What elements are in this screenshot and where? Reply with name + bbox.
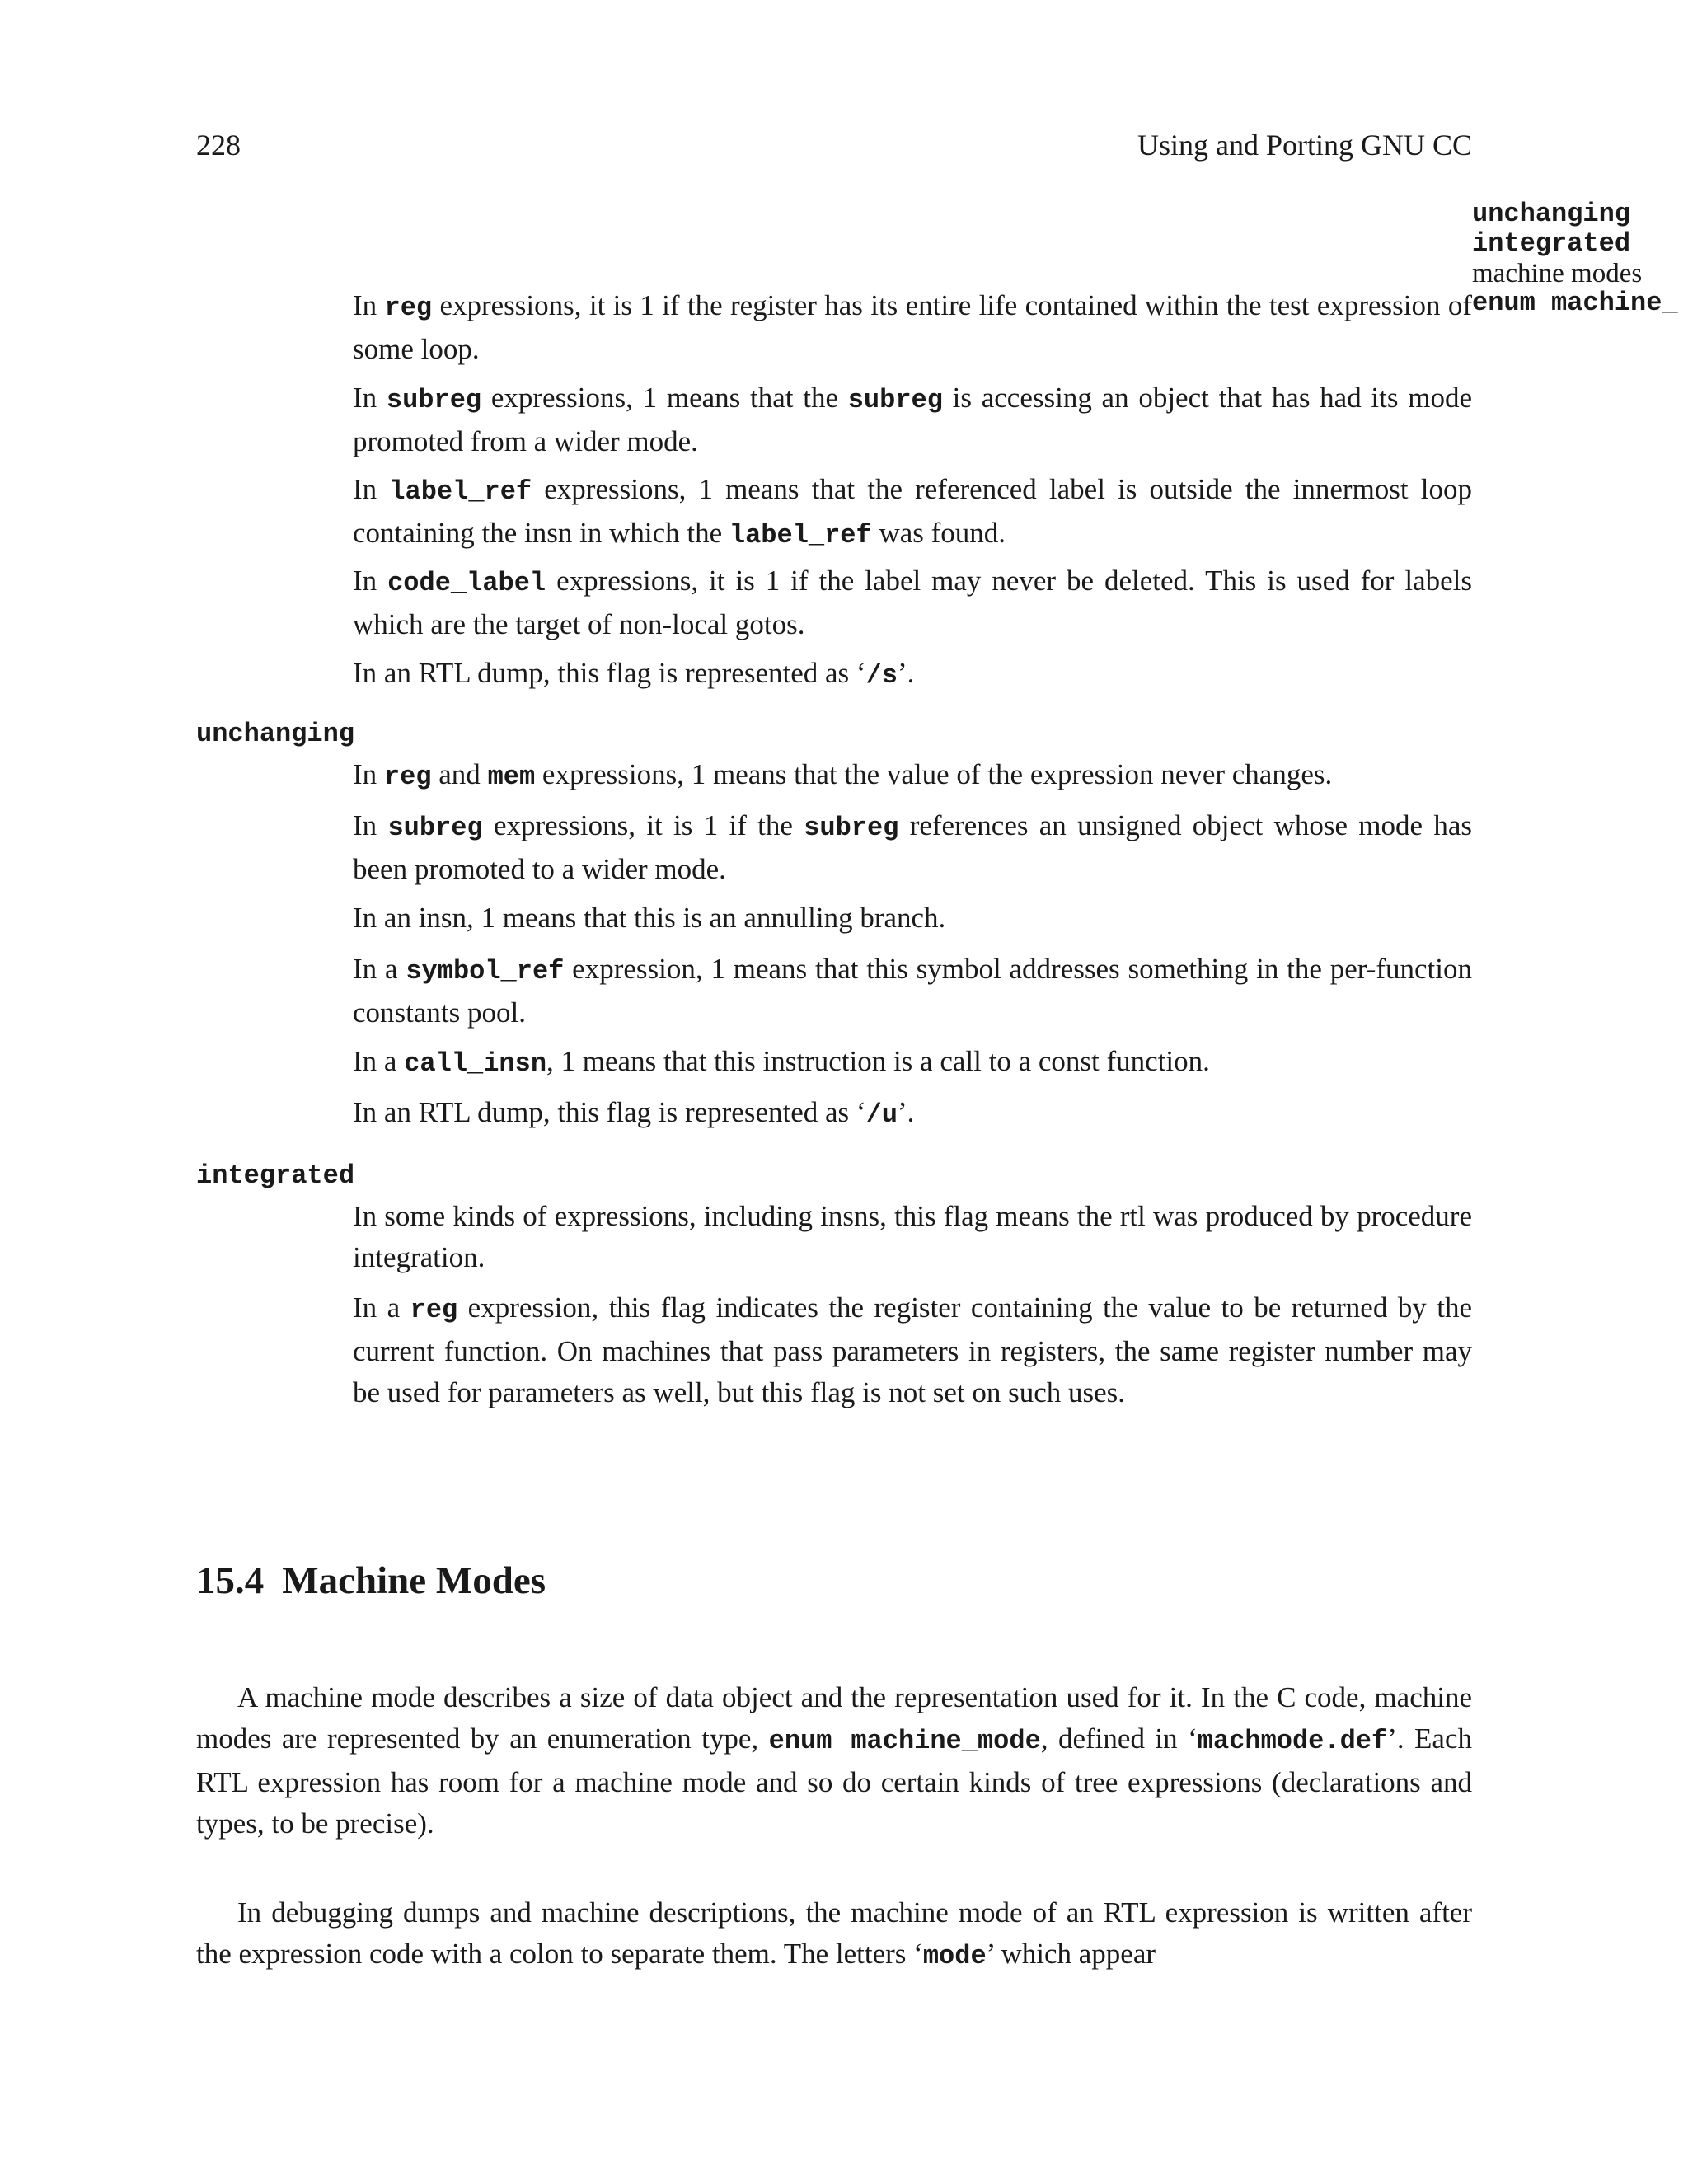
flag-description-paragraph: In a reg expression, this flag indicates the register containing the value to be returned by the current function. On machines that pass parameters in registers, the same register number may be used for parameters as well, but this flag is not set on such uses. bbox=[353, 1291, 1472, 1408]
flag-description-paragraph: In label_ref expressions, 1 means that the referenced label is outside the innermost loop containing the insn in which the label_ref was found. bbox=[353, 473, 1472, 551]
flag-term-unchanging: unchanging bbox=[196, 719, 355, 749]
flag-description-paragraph: In subreg expressions, it is 1 if the subreg references an unsigned object whose mode has been promoted to a wider mode. bbox=[353, 809, 1472, 885]
flag-description-paragraph: In some kinds of expressions, including insns, this flag means the rtl was produced by procedure integration. bbox=[353, 1200, 1472, 1273]
flag-description-paragraph: In a symbol_ref expression, 1 means that this symbol addresses something in the per-function constants pool. bbox=[353, 953, 1472, 1029]
section-number: 15.4 bbox=[196, 1559, 265, 1602]
section-paragraph: In debugging dumps and machine descriptions, the machine mode of an RTL expression is written after the expression code with a colon to separate them. The letters ‘mode’ which appear bbox=[196, 1896, 1472, 1971]
margin-index bbox=[1472, 199, 1678, 318]
section-title: Machine Modes bbox=[282, 1559, 546, 1602]
section-paragraph: A machine mode describes a size of data object and the representation used for it. In the C code, machine modes are represented by an enumeration type, enum machine_mode, defined in ‘machmode.def’. Each RTL expression has room for a machine mode and so do certain kinds of tree expressions (declarations and types, to be precise). bbox=[196, 1681, 1473, 1840]
margin-index-entry: machine modes bbox=[1472, 259, 1643, 288]
flag-description-paragraph: In reg expressions, it is 1 if the register has its entire life contained within the test expression of some loop. bbox=[353, 289, 1473, 365]
running-title: Using and Porting GNU CC bbox=[1137, 129, 1472, 162]
flag-description-paragraph: In an RTL dump, this flag is represented as ‘/s’. bbox=[353, 657, 915, 691]
flag-term-integrated: integrated bbox=[196, 1160, 355, 1191]
flag-description-paragraph: In code_label expressions, it is 1 if the label may never be deleted. This is used for labels which are the target of non-local gotos. bbox=[353, 565, 1472, 640]
margin-index-entry: integrated bbox=[1472, 228, 1631, 259]
flag-description-paragraph: In a call_insn, 1 means that this instruction is a call to a const function. bbox=[353, 1045, 1210, 1079]
margin-index-entry: unchanging bbox=[1472, 199, 1631, 229]
flag-description-paragraph: In subreg expressions, 1 means that the subreg is accessing an object that has had its mode promoted from a wider mode. bbox=[353, 382, 1472, 457]
flag-description-paragraph: In an insn, 1 means that this is an annulling branch. bbox=[353, 902, 946, 934]
flag-description-paragraph: In reg and mem expressions, 1 means that the value of the expression never changes. bbox=[353, 758, 1333, 792]
section-heading bbox=[196, 1556, 546, 1605]
flag-description-paragraph: In an RTL dump, this flag is represented as ‘/u’. bbox=[353, 1096, 915, 1130]
margin-index-entry: enum machine_ bbox=[1472, 288, 1678, 318]
page-number: 228 bbox=[196, 129, 241, 162]
